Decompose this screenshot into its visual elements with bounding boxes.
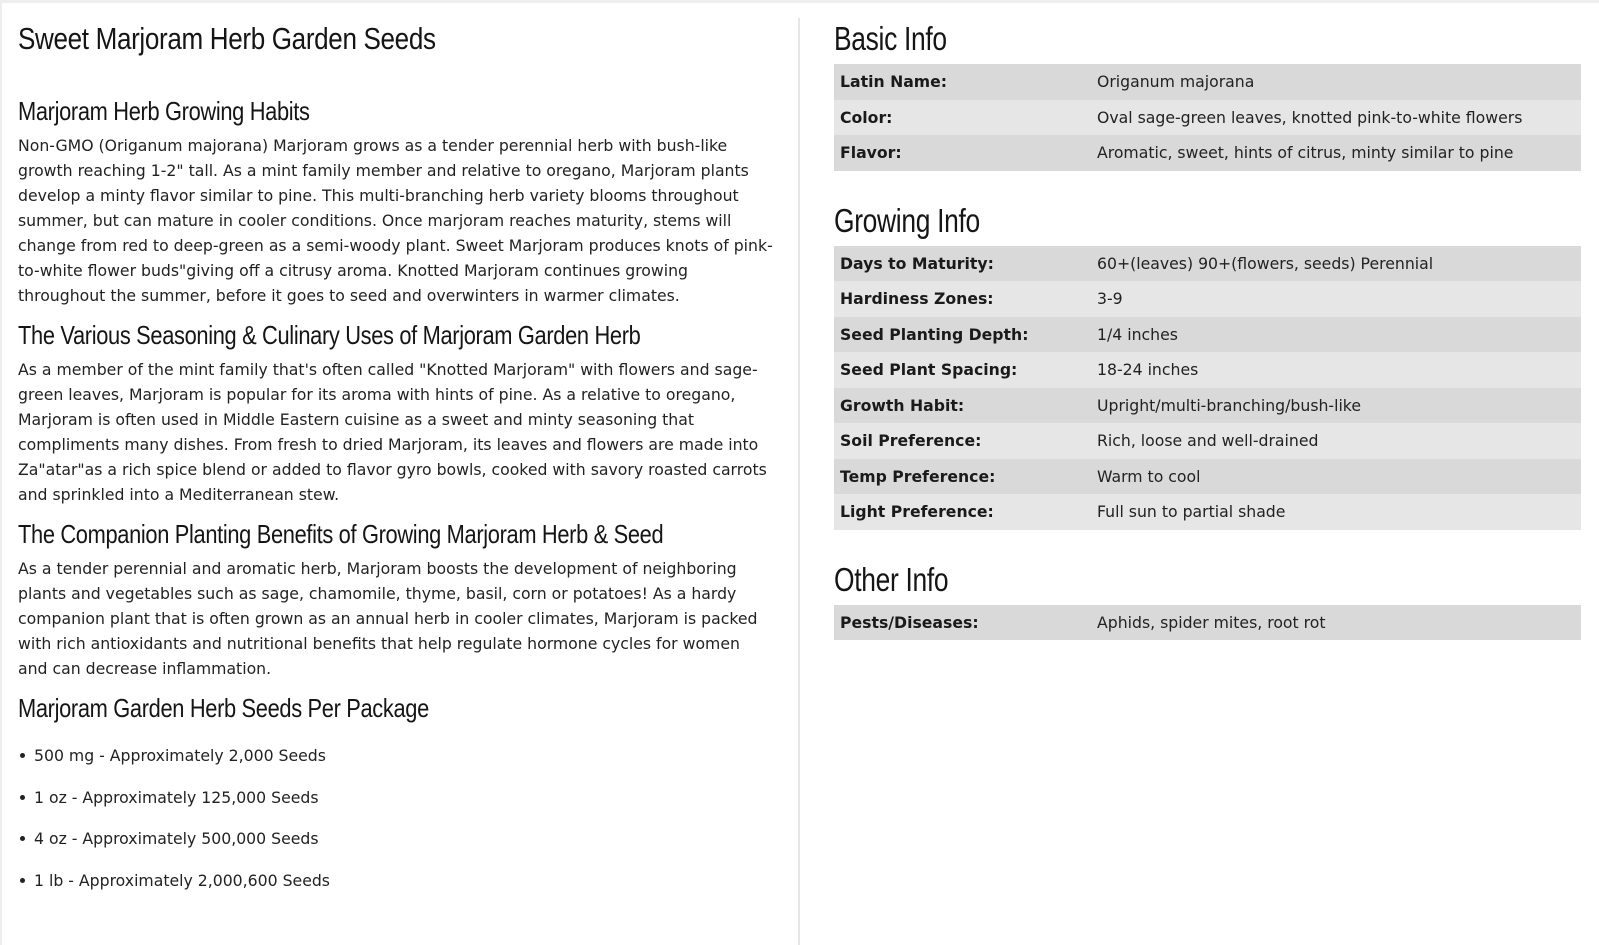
page-title: Sweet Marjoram Herb Garden Seeds bbox=[18, 21, 436, 56]
product-info-panel bbox=[834, 14, 1581, 640]
row-label: Latin Name: bbox=[834, 64, 1091, 100]
section-title: The Companion Planting Benefits of Growing Marjoram Herb & Seed bbox=[18, 519, 664, 549]
table-row bbox=[834, 281, 1581, 317]
row-value: 60+(leaves) 90+(flowers, seeds) Perennial bbox=[1091, 246, 1581, 282]
row-value: Warm to cool bbox=[1091, 459, 1581, 495]
row-value: 3-9 bbox=[1091, 281, 1581, 317]
info-title: Basic Info bbox=[834, 20, 947, 57]
table-row bbox=[834, 317, 1581, 353]
row-value: 1/4 inches bbox=[1091, 317, 1581, 353]
table-row bbox=[834, 423, 1581, 459]
section-companion-planting bbox=[18, 515, 774, 681]
basic-info bbox=[834, 14, 1581, 171]
row-value: Full sun to partial shade bbox=[1091, 494, 1581, 530]
row-label: Temp Preference: bbox=[834, 459, 1091, 495]
section-package-sizes bbox=[18, 689, 774, 893]
row-label: Color: bbox=[834, 100, 1091, 136]
section-paragraph: As a member of the mint family that's often called "Knotted Marjoram" with flowers and sage-green leaves, Marjoram is popular for its aroma with hints of pine. As a relative to oregano, Marjoram is often used in Middle Eastern cuisine as a sweet and minty seasoning that compliments many dishes. From fresh to dried Marjoram, its leaves and flowers are made into Za"atar"as a rich spice blend or added to flavor gyro bowls, cooked with savory roasted carrots and sprinkled into a Mediterranean stew. bbox=[18, 360, 767, 504]
table-row bbox=[834, 605, 1581, 641]
row-label: Seed Planting Depth: bbox=[834, 317, 1091, 353]
growing-info bbox=[834, 196, 1581, 530]
left-border bbox=[0, 0, 2, 945]
row-value: Aphids, spider mites, root rot bbox=[1091, 605, 1581, 641]
row-value: Origanum majorana bbox=[1091, 64, 1581, 100]
info-title: Other Info bbox=[834, 560, 949, 598]
table-row bbox=[834, 64, 1581, 100]
row-value: Upright/multi-branching/bush-like bbox=[1091, 388, 1581, 424]
row-label: Hardiness Zones: bbox=[834, 281, 1091, 317]
section-paragraph: As a tender perennial and aromatic herb, Marjoram boosts the development of neighboring plants and vegetables such as sage, chamomile, thyme, basil, corn or potatoes! As a hardy companion plant that is often grown as an annual herb in cooler climates, Marjoram is packed with rich antioxidants and nutritional benefits that help regulate hormone cycles for women and can decrease inflammation. bbox=[18, 559, 758, 678]
row-label: Light Preference: bbox=[834, 494, 1091, 530]
section-title: Marjoram Herb Growing Habits bbox=[18, 96, 310, 126]
row-label: Seed Plant Spacing: bbox=[834, 352, 1091, 388]
package-list bbox=[18, 743, 774, 893]
row-label: Days to Maturity: bbox=[834, 246, 1091, 282]
info-title: Growing Info bbox=[834, 201, 980, 239]
growing-info-table bbox=[834, 246, 1581, 530]
row-label: Growth Habit: bbox=[834, 388, 1091, 424]
table-row bbox=[834, 388, 1581, 424]
basic-info-table bbox=[834, 64, 1581, 171]
package-item: 1 lb - Approximately 2,000,600 Seeds bbox=[18, 868, 774, 893]
table-row bbox=[834, 246, 1581, 282]
row-label: Soil Preference: bbox=[834, 423, 1091, 459]
section-growing-habits bbox=[18, 92, 774, 308]
row-label: Flavor: bbox=[834, 135, 1091, 171]
section-paragraph: Non-GMO (Origanum majorana) Marjoram grows as a tender perennial herb with bush-like growth reaching 1-2" tall. As a mint family member and relative to oregano, Marjoram plants develop a minty flavor similar to pine. This multi-branching herb variety blooms throughout summer, but can mature in cooler conditions. Once marjoram reaches maturity, stems will change from red to deep-green as a semi-woody plant. Sweet Marjoram produces knots of pink-to-white flower buds"giving off a citrusy aroma. Knotted Marjoram continues growing throughout the summer, before it goes to seed and overwinters in warmer climates. bbox=[18, 136, 773, 305]
row-value: Rich, loose and well-drained bbox=[1091, 423, 1581, 459]
package-item: 1 oz - Approximately 125,000 Seeds bbox=[18, 785, 774, 810]
section-title: The Various Seasoning & Culinary Uses of Marjoram Garden Herb bbox=[18, 320, 641, 350]
table-row bbox=[834, 135, 1581, 171]
table-row bbox=[834, 459, 1581, 495]
row-value: Aromatic, sweet, hints of citrus, minty similar to pine bbox=[1091, 135, 1581, 171]
row-value: 18-24 inches bbox=[1091, 352, 1581, 388]
other-info bbox=[834, 555, 1581, 641]
other-info-table bbox=[834, 605, 1581, 641]
column-divider bbox=[798, 18, 800, 945]
package-item: 4 oz - Approximately 500,000 Seeds bbox=[18, 826, 774, 851]
top-border bbox=[0, 0, 1599, 3]
table-row bbox=[834, 100, 1581, 136]
section-culinary-uses bbox=[18, 316, 774, 507]
product-description bbox=[18, 14, 774, 909]
package-item: 500 mg - Approximately 2,000 Seeds bbox=[18, 743, 774, 768]
row-value: Oval sage-green leaves, knotted pink-to-white flowers bbox=[1091, 100, 1581, 136]
table-row bbox=[834, 352, 1581, 388]
table-row bbox=[834, 494, 1581, 530]
row-label: Pests/Diseases: bbox=[834, 605, 1091, 641]
section-title: Marjoram Garden Herb Seeds Per Package bbox=[18, 693, 429, 723]
